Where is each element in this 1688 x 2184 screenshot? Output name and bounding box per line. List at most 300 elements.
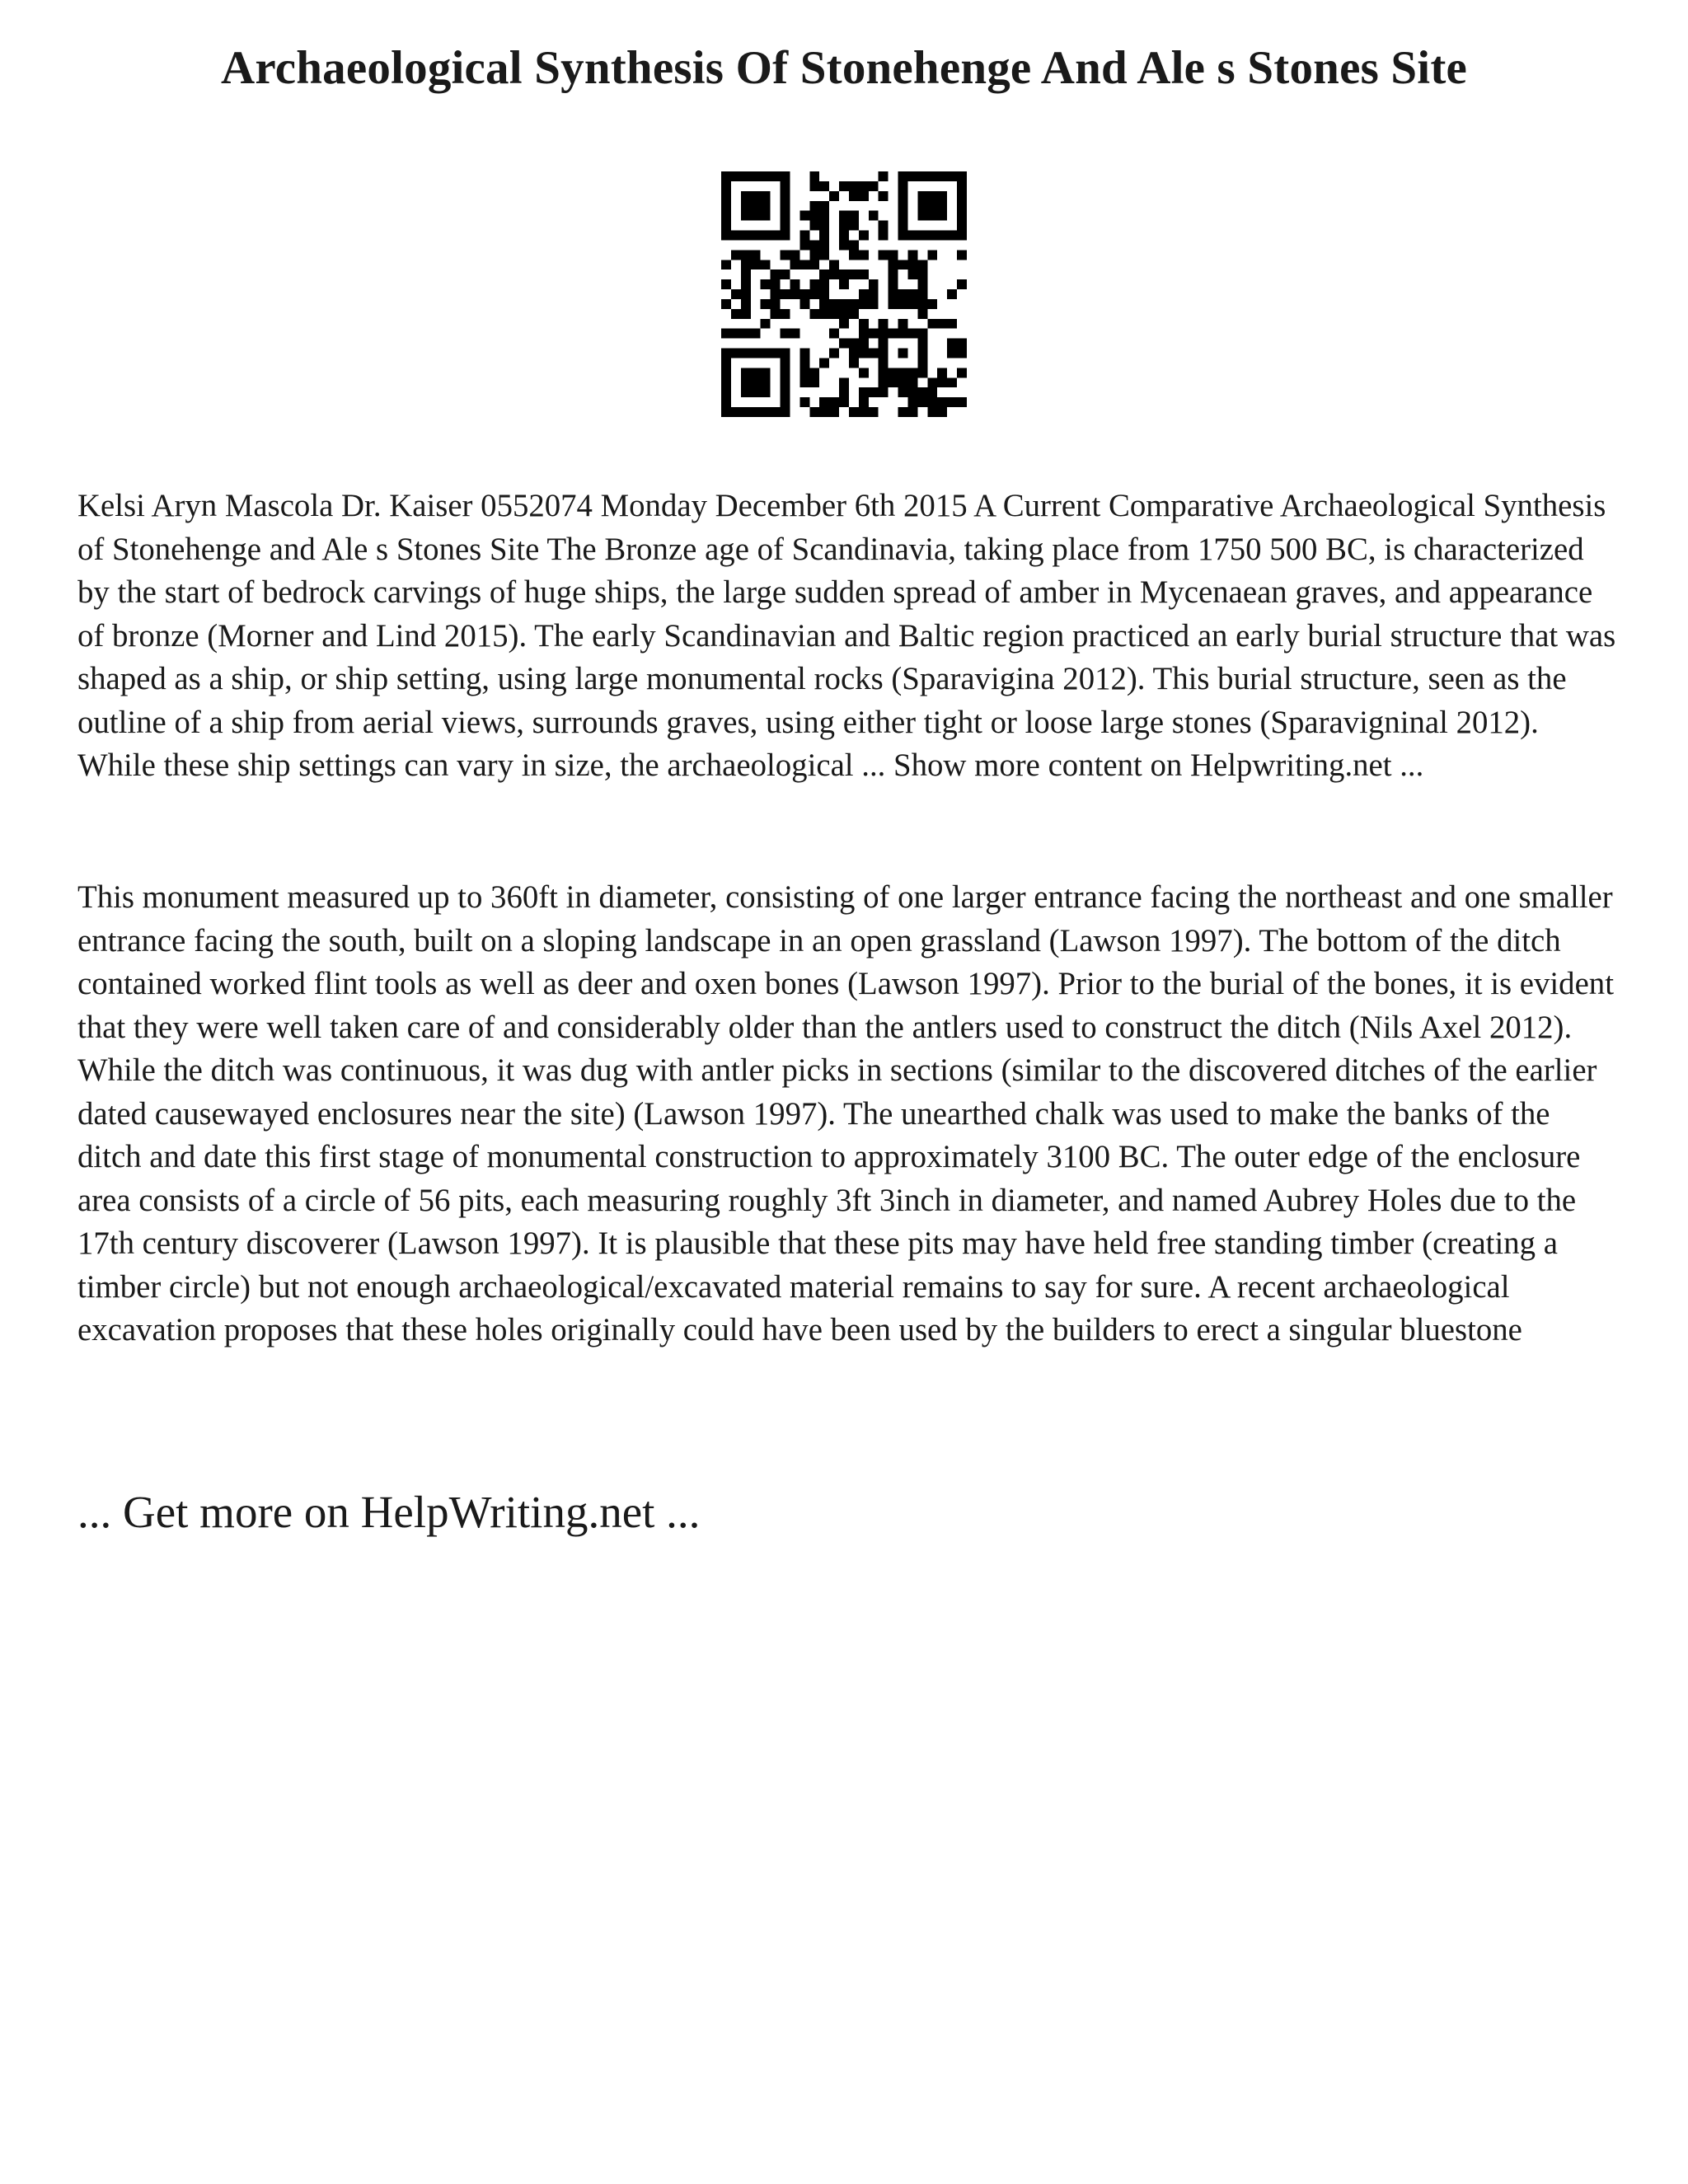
qr-module-291 bbox=[829, 397, 839, 407]
qr-module-236 bbox=[957, 349, 967, 359]
qr-module-58 bbox=[809, 211, 819, 221]
qr-module-100 bbox=[849, 240, 859, 250]
paragraph-monument: This monument measured up to 360ft in diameter, consisting of one larger entrance facing the northeast and one smaller entrance facing the south, built on a sloping landscape in an open grassland (Lawson 1997). The bottom of the ditch contained worked flint tools as well as deer and oxen bones (Lawson 1997). Prior to the burial of the bones, it is evident that they were well taken care of and considerably older than the antlers used to construct the ditch (Nils Axel 2012). While the ditch was continuous, it was dug with antler picks in sections (similar to the discovered ditches of the earlier dated causewayed enclosures near the site) (Lawson 1997). The unearthed chalk was used to make the banks of the ditch and date this first stage of monumental construction to approximately 3100 BC. The outer edge of the enclosure area consists of a circle of 56 pits, each measuring roughly 3ft 3inch in diameter, and named Aubrey Holes due to the 17th century discoverer (Lawson 1997). It is plausible that these pits may have held free standing timber (creating a timber circle) but not enough archaeological/excavated material remains to say for sure. A recent archaeological excavation proposes that these holes originally could have been used by the builders to erect a singular bluestone bbox=[77, 879, 1614, 1347]
qr-module-139 bbox=[741, 279, 751, 289]
qr-module-161 bbox=[898, 289, 908, 299]
qr-module-261 bbox=[751, 377, 761, 387]
qr-module-118 bbox=[761, 260, 771, 269]
qr-module-302 bbox=[741, 407, 751, 417]
qr-module-127 bbox=[741, 269, 751, 279]
qr-module-94 bbox=[947, 231, 957, 241]
qr-module-16 bbox=[721, 181, 731, 191]
qr-module-67 bbox=[957, 211, 967, 221]
qr-module-252 bbox=[879, 368, 889, 377]
qr-code-icon bbox=[721, 171, 967, 417]
qr-module-130 bbox=[819, 269, 829, 279]
qr-module-254 bbox=[898, 368, 908, 377]
qr-module-164 bbox=[947, 289, 957, 299]
qr-module-79 bbox=[741, 231, 751, 241]
qr-module-159 bbox=[869, 289, 879, 299]
qr-module-110 bbox=[879, 250, 889, 260]
qr-module-44 bbox=[781, 201, 790, 211]
qr-module-11 bbox=[917, 171, 927, 181]
qr-module-200 bbox=[731, 329, 741, 339]
qr-module-148 bbox=[917, 279, 927, 289]
qr-module-276 bbox=[751, 387, 761, 397]
qr-module-316 bbox=[937, 407, 947, 417]
qr-module-103 bbox=[751, 250, 761, 260]
qr-module-52 bbox=[721, 211, 731, 221]
qr-module-249 bbox=[799, 368, 809, 377]
qr-module-109 bbox=[859, 250, 869, 260]
qr-module-82 bbox=[771, 231, 781, 241]
qr-module-21 bbox=[849, 181, 859, 191]
qr-module-313 bbox=[898, 407, 908, 417]
qr-module-202 bbox=[751, 329, 761, 339]
qr-module-232 bbox=[879, 349, 889, 359]
qr-module-131 bbox=[829, 269, 839, 279]
qr-module-228 bbox=[829, 349, 839, 359]
qr-module-132 bbox=[839, 269, 849, 279]
qr-module-60 bbox=[839, 211, 849, 221]
qr-module-225 bbox=[771, 349, 781, 359]
qr-module-31 bbox=[829, 191, 839, 201]
qr-module-38 bbox=[937, 191, 947, 201]
qr-module-155 bbox=[799, 289, 809, 299]
qr-module-266 bbox=[839, 377, 849, 387]
qr-module-274 bbox=[721, 387, 731, 397]
qr-module-271 bbox=[927, 377, 937, 387]
qr-module-36 bbox=[917, 191, 927, 201]
qr-module-104 bbox=[781, 250, 790, 260]
qr-module-294 bbox=[907, 397, 917, 407]
qr-module-28 bbox=[751, 191, 761, 201]
qr-module-25 bbox=[957, 181, 967, 191]
qr-module-304 bbox=[761, 407, 771, 417]
qr-module-287 bbox=[721, 397, 731, 407]
qr-module-6 bbox=[781, 171, 790, 181]
qr-module-230 bbox=[859, 349, 869, 359]
qr-module-238 bbox=[781, 358, 790, 368]
qr-module-42 bbox=[751, 201, 761, 211]
qr-module-180 bbox=[927, 299, 937, 309]
qr-module-119 bbox=[790, 260, 799, 269]
qr-module-59 bbox=[819, 211, 829, 221]
qr-module-68 bbox=[721, 221, 731, 231]
qr-module-221 bbox=[731, 349, 741, 359]
qr-module-262 bbox=[761, 377, 771, 387]
qr-module-0 bbox=[721, 171, 731, 181]
qr-module-134 bbox=[859, 269, 869, 279]
qr-module-101 bbox=[731, 250, 741, 260]
qr-module-92 bbox=[927, 231, 937, 241]
qr-module-72 bbox=[839, 221, 849, 231]
qr-module-151 bbox=[741, 289, 751, 299]
qr-module-143 bbox=[809, 279, 819, 289]
qr-module-250 bbox=[809, 368, 819, 377]
qr-module-8 bbox=[879, 171, 889, 181]
qr-module-154 bbox=[790, 289, 799, 299]
qr-module-85 bbox=[819, 231, 829, 241]
qr-module-86 bbox=[839, 231, 849, 241]
qr-module-244 bbox=[721, 368, 731, 377]
qr-module-211 bbox=[907, 329, 917, 339]
qr-module-263 bbox=[781, 377, 790, 387]
qr-module-45 bbox=[809, 201, 819, 211]
qr-module-140 bbox=[761, 279, 771, 289]
qr-module-197 bbox=[937, 319, 947, 329]
qr-module-309 bbox=[829, 407, 839, 417]
qr-module-112 bbox=[907, 250, 917, 260]
qr-module-30 bbox=[781, 191, 790, 201]
qr-module-170 bbox=[819, 299, 829, 309]
qr-module-222 bbox=[741, 349, 751, 359]
qr-module-259 bbox=[721, 377, 731, 387]
qr-module-116 bbox=[741, 260, 751, 269]
qr-module-135 bbox=[889, 269, 898, 279]
get-more-link[interactable]: ... Get more on HelpWriting.net ... bbox=[77, 1487, 701, 1537]
qr-module-106 bbox=[809, 250, 819, 260]
qr-module-280 bbox=[859, 387, 869, 397]
paragraph-intro: Kelsi Aryn Mascola Dr. Kaiser 0552074 Monday December 6th 2015 A Current Comparative Archaeological Synthesis of Stonehenge and Ale s Stones Site The Bronze age of Scandinavia, taking place from 1750 500 BC, is characterized by the start of bedrock carvings of huge ships, the large sudden spread of amber in Mycenaean graves, and appearance of bronze (Morner and Lind 2015). The early Scandinavian and Baltic region practiced an early burial structure that was shaped as a ship, or ship setting, using large monumental rocks (Sparavigina 2012). This burial structure, seen as the outline of a ship from aerial views, surrounds graves, using either tight or loose large stones (Sparavigninal 2012). While these ship settings can vary in size, the archaeological ... Show more content on Helpwriting.net ... bbox=[77, 488, 1616, 783]
qr-module-286 bbox=[927, 387, 937, 397]
qr-module-33 bbox=[859, 191, 869, 201]
qr-module-171 bbox=[829, 299, 839, 309]
qr-module-136 bbox=[907, 269, 917, 279]
qr-module-282 bbox=[879, 387, 889, 397]
qr-module-214 bbox=[849, 339, 859, 349]
qr-module-105 bbox=[790, 250, 799, 260]
qr-module-311 bbox=[859, 407, 869, 417]
qr-module-138 bbox=[721, 279, 731, 289]
qr-module-83 bbox=[781, 231, 790, 241]
qr-module-181 bbox=[731, 309, 741, 319]
qr-module-201 bbox=[741, 329, 751, 339]
qr-module-240 bbox=[819, 358, 829, 368]
qr-module-144 bbox=[819, 279, 829, 289]
qr-module-14 bbox=[947, 171, 957, 181]
qr-module-56 bbox=[781, 211, 790, 221]
qr-module-89 bbox=[898, 231, 908, 241]
qr-module-205 bbox=[829, 329, 839, 339]
qr-module-213 bbox=[839, 339, 849, 349]
qr-module-270 bbox=[907, 377, 917, 387]
qr-module-78 bbox=[731, 231, 741, 241]
qr-module-145 bbox=[839, 279, 849, 289]
qr-module-212 bbox=[917, 329, 927, 339]
qr-module-57 bbox=[799, 211, 809, 221]
qr-module-245 bbox=[741, 368, 751, 377]
qr-module-63 bbox=[898, 211, 908, 221]
qr-module-298 bbox=[947, 397, 957, 407]
qr-module-142 bbox=[790, 279, 799, 289]
qr-module-220 bbox=[721, 349, 731, 359]
qr-module-115 bbox=[721, 260, 731, 269]
qr-module-122 bbox=[829, 260, 839, 269]
qr-module-160 bbox=[889, 289, 898, 299]
qr-module-84 bbox=[799, 231, 809, 241]
qr-module-199 bbox=[721, 329, 731, 339]
qr-module-102 bbox=[741, 250, 751, 260]
qr-module-239 bbox=[799, 358, 809, 368]
qr-module-129 bbox=[781, 269, 790, 279]
qr-module-111 bbox=[889, 250, 898, 260]
qr-module-18 bbox=[809, 181, 819, 191]
qr-module-314 bbox=[907, 407, 917, 417]
qr-module-22 bbox=[859, 181, 869, 191]
qr-module-74 bbox=[879, 221, 889, 231]
qr-module-43 bbox=[761, 201, 771, 211]
qr-module-153 bbox=[781, 289, 790, 299]
qr-module-62 bbox=[869, 211, 879, 221]
qr-module-243 bbox=[917, 358, 927, 368]
qr-module-29 bbox=[761, 191, 771, 201]
qr-module-124 bbox=[898, 260, 908, 269]
qr-module-17 bbox=[781, 181, 790, 191]
qr-module-2 bbox=[741, 171, 751, 181]
qr-module-269 bbox=[898, 377, 908, 387]
qr-module-182 bbox=[741, 309, 751, 319]
qr-module-216 bbox=[879, 339, 889, 349]
qr-module-75 bbox=[898, 221, 908, 231]
qr-module-187 bbox=[829, 309, 839, 319]
qr-module-50 bbox=[937, 201, 947, 211]
qr-module-215 bbox=[859, 339, 869, 349]
qr-module-299 bbox=[957, 397, 967, 407]
qr-module-209 bbox=[889, 329, 898, 339]
qr-module-24 bbox=[898, 181, 908, 191]
qr-module-55 bbox=[761, 211, 771, 221]
qr-module-227 bbox=[799, 349, 809, 359]
qr-module-285 bbox=[917, 387, 927, 397]
qr-module-53 bbox=[741, 211, 751, 221]
qr-module-279 bbox=[839, 387, 849, 397]
qr-module-176 bbox=[889, 299, 898, 309]
qr-module-41 bbox=[741, 201, 751, 211]
qr-module-147 bbox=[889, 279, 898, 289]
qr-module-173 bbox=[849, 299, 859, 309]
qr-module-231 bbox=[869, 349, 879, 359]
qr-module-183 bbox=[771, 309, 781, 319]
qr-module-107 bbox=[819, 250, 829, 260]
qr-module-293 bbox=[859, 397, 869, 407]
qr-module-296 bbox=[927, 397, 937, 407]
qr-module-226 bbox=[781, 349, 790, 359]
qr-module-98 bbox=[819, 240, 829, 250]
qr-module-281 bbox=[869, 387, 879, 397]
qr-module-169 bbox=[799, 299, 809, 309]
qr-module-126 bbox=[917, 260, 927, 269]
qr-module-210 bbox=[898, 329, 908, 339]
qr-module-308 bbox=[819, 407, 829, 417]
qr-module-194 bbox=[879, 319, 889, 329]
qr-module-5 bbox=[771, 171, 781, 181]
qr-module-217 bbox=[917, 339, 927, 349]
qr-module-275 bbox=[741, 387, 751, 397]
qr-module-178 bbox=[907, 299, 917, 309]
qr-module-242 bbox=[879, 358, 889, 368]
qr-module-310 bbox=[849, 407, 859, 417]
qr-module-81 bbox=[761, 231, 771, 241]
qr-module-3 bbox=[751, 171, 761, 181]
qr-module-150 bbox=[731, 289, 741, 299]
qr-module-284 bbox=[907, 387, 917, 397]
qr-module-257 bbox=[937, 368, 947, 377]
qr-module-47 bbox=[898, 201, 908, 211]
qr-module-229 bbox=[849, 349, 859, 359]
qr-module-219 bbox=[957, 339, 967, 349]
qr-module-297 bbox=[937, 397, 947, 407]
qr-module-315 bbox=[927, 407, 937, 417]
qr-module-91 bbox=[917, 231, 927, 241]
qr-module-185 bbox=[809, 309, 819, 319]
qr-module-13 bbox=[937, 171, 947, 181]
qr-module-23 bbox=[869, 181, 879, 191]
qr-module-123 bbox=[889, 260, 898, 269]
qr-module-90 bbox=[907, 231, 917, 241]
qr-module-1 bbox=[731, 171, 741, 181]
qr-module-312 bbox=[869, 407, 879, 417]
qr-module-191 bbox=[761, 319, 771, 329]
qr-module-163 bbox=[917, 289, 927, 299]
qr-module-264 bbox=[799, 377, 809, 387]
qr-module-234 bbox=[917, 349, 927, 359]
qr-module-114 bbox=[957, 250, 967, 260]
qr-module-272 bbox=[937, 377, 947, 387]
qr-module-117 bbox=[751, 260, 761, 269]
qr-module-80 bbox=[751, 231, 761, 241]
qr-module-141 bbox=[771, 279, 781, 289]
qr-module-70 bbox=[809, 221, 819, 231]
qr-module-54 bbox=[751, 211, 761, 221]
qr-module-137 bbox=[917, 269, 927, 279]
qr-module-195 bbox=[898, 319, 908, 329]
qr-module-113 bbox=[927, 250, 937, 260]
qr-module-184 bbox=[781, 309, 790, 319]
qr-module-196 bbox=[927, 319, 937, 329]
qr-module-273 bbox=[947, 377, 957, 387]
qr-module-237 bbox=[721, 358, 731, 368]
qr-module-51 bbox=[957, 201, 967, 211]
qr-module-218 bbox=[947, 339, 957, 349]
qr-module-292 bbox=[839, 397, 849, 407]
qr-module-256 bbox=[917, 368, 927, 377]
qr-module-186 bbox=[819, 309, 829, 319]
qr-module-108 bbox=[849, 250, 859, 260]
qr-module-73 bbox=[849, 221, 859, 231]
qr-module-206 bbox=[859, 329, 869, 339]
qr-module-46 bbox=[819, 201, 829, 211]
qr-module-125 bbox=[907, 260, 917, 269]
qr-module-65 bbox=[927, 211, 937, 221]
qr-module-76 bbox=[957, 221, 967, 231]
qr-module-162 bbox=[907, 289, 917, 299]
qr-module-146 bbox=[869, 279, 879, 289]
qr-module-152 bbox=[771, 289, 781, 299]
qr-module-265 bbox=[809, 377, 819, 387]
qr-module-246 bbox=[751, 368, 761, 377]
qr-module-48 bbox=[917, 201, 927, 211]
qr-module-167 bbox=[761, 299, 771, 309]
qr-module-27 bbox=[741, 191, 751, 201]
qr-module-267 bbox=[879, 377, 889, 387]
qr-module-165 bbox=[721, 299, 731, 309]
qr-module-190 bbox=[917, 309, 927, 319]
qr-module-34 bbox=[879, 191, 889, 201]
qr-module-193 bbox=[859, 319, 869, 329]
qr-module-233 bbox=[898, 349, 908, 359]
qr-module-64 bbox=[917, 211, 927, 221]
qr-module-223 bbox=[751, 349, 761, 359]
qr-module-15 bbox=[957, 171, 967, 181]
qr-module-93 bbox=[937, 231, 947, 241]
qr-module-88 bbox=[879, 231, 889, 241]
qr-module-235 bbox=[947, 349, 957, 359]
page-title: Archaeological Synthesis Of Stonehenge And Ale s Stones Site bbox=[220, 42, 1468, 94]
qr-module-303 bbox=[751, 407, 761, 417]
qr-module-189 bbox=[849, 309, 859, 319]
qr-module-20 bbox=[839, 181, 849, 191]
qr-module-255 bbox=[907, 368, 917, 377]
qr-module-4 bbox=[761, 171, 771, 181]
qr-module-188 bbox=[839, 309, 849, 319]
qr-module-306 bbox=[781, 407, 790, 417]
qr-module-307 bbox=[809, 407, 819, 417]
qr-module-87 bbox=[859, 231, 869, 241]
qr-module-253 bbox=[889, 368, 898, 377]
qr-module-96 bbox=[799, 240, 809, 250]
qr-module-204 bbox=[790, 329, 799, 339]
qr-module-179 bbox=[917, 299, 927, 309]
qr-module-251 bbox=[859, 368, 869, 377]
qr-module-247 bbox=[761, 368, 771, 377]
qr-module-158 bbox=[859, 289, 869, 299]
qr-module-175 bbox=[869, 299, 879, 309]
qr-module-260 bbox=[741, 377, 751, 387]
qr-module-300 bbox=[721, 407, 731, 417]
qr-module-133 bbox=[849, 269, 859, 279]
qr-module-198 bbox=[947, 319, 957, 329]
qr-module-156 bbox=[809, 289, 819, 299]
qr-module-305 bbox=[771, 407, 781, 417]
qr-module-49 bbox=[927, 201, 937, 211]
qr-module-174 bbox=[859, 299, 869, 309]
qr-module-149 bbox=[957, 279, 967, 289]
qr-module-9 bbox=[898, 171, 908, 181]
qr-module-77 bbox=[721, 231, 731, 241]
qr-module-97 bbox=[809, 240, 819, 250]
qr-module-288 bbox=[781, 397, 790, 407]
qr-module-66 bbox=[937, 211, 947, 221]
qr-module-295 bbox=[917, 397, 927, 407]
qr-module-157 bbox=[819, 289, 829, 299]
qr-module-128 bbox=[771, 269, 781, 279]
qr-module-37 bbox=[927, 191, 937, 201]
qr-module-283 bbox=[898, 387, 908, 397]
qr-module-61 bbox=[849, 211, 859, 221]
qr-module-12 bbox=[927, 171, 937, 181]
qr-module-248 bbox=[781, 368, 790, 377]
qr-module-69 bbox=[781, 221, 790, 231]
qr-module-7 bbox=[809, 171, 819, 181]
qr-module-208 bbox=[879, 329, 889, 339]
qr-module-168 bbox=[771, 299, 781, 309]
qr-module-10 bbox=[907, 171, 917, 181]
qr-module-32 bbox=[849, 191, 859, 201]
qr-module-289 bbox=[799, 397, 809, 407]
qr-module-99 bbox=[839, 240, 849, 250]
qr-module-207 bbox=[869, 329, 879, 339]
